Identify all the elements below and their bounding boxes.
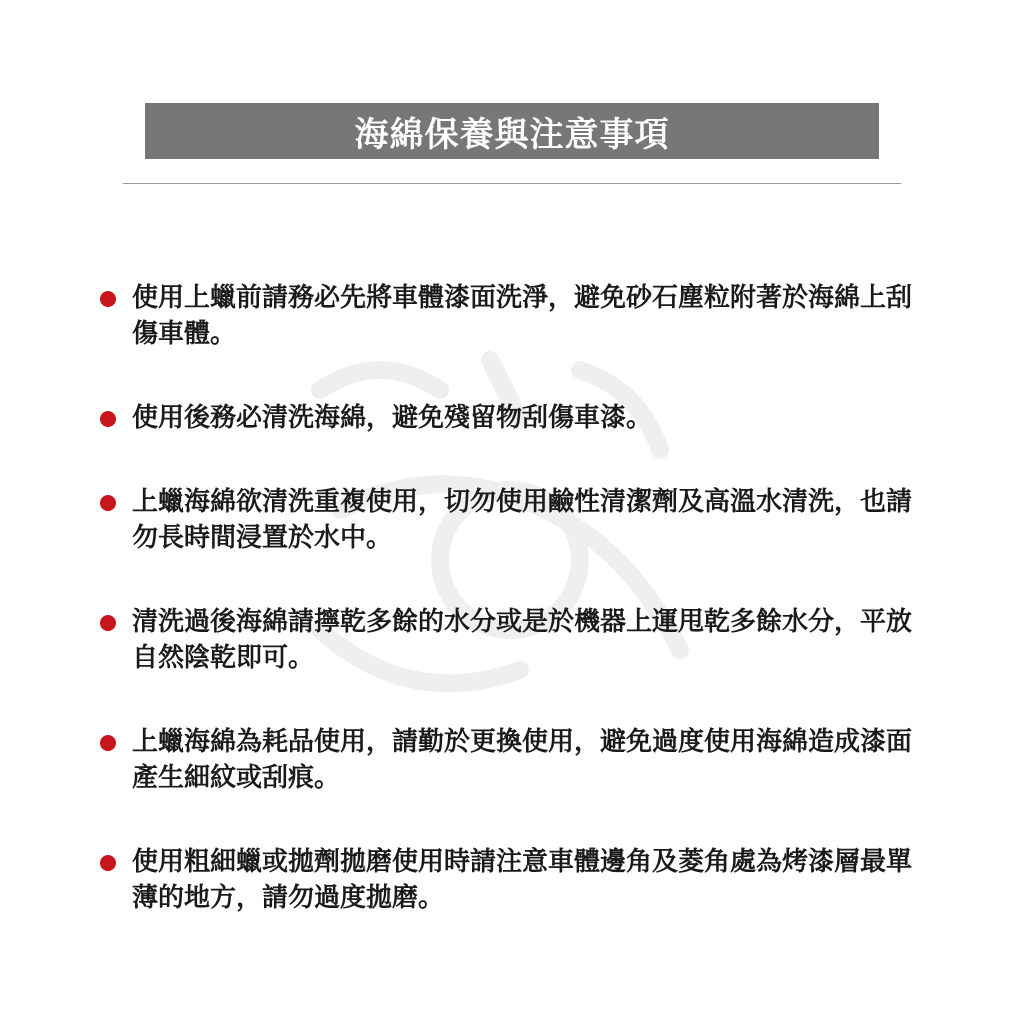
- title-banner: [145, 103, 879, 159]
- list-item: [98, 484, 932, 556]
- bullet-dot-icon: [100, 291, 116, 307]
- list-item: [98, 724, 932, 796]
- bullet-dot-icon: [100, 495, 116, 511]
- list-item: [98, 844, 932, 916]
- page-title: 海綿保養與注意事項: [354, 114, 670, 155]
- note-text: 使用上蠟前請務必先將車體漆面洗淨，避免砂石塵粒附著於海綿上刮傷車體。: [132, 283, 913, 349]
- note-text: 使用後務必清洗海綿，避免殘留物刮傷車漆。: [132, 403, 653, 433]
- notes-list: [98, 280, 938, 964]
- bullet-dot-icon: [100, 615, 116, 631]
- list-item: [98, 400, 932, 436]
- list-item: [98, 280, 932, 352]
- bullet-dot-icon: [100, 735, 116, 751]
- list-item: [98, 604, 932, 676]
- note-text: 上蠟海綿為耗品使用，請勤於更換使用，避免過度使用海綿造成漆面產生細紋或刮痕。: [132, 727, 913, 793]
- note-text: 上蠟海綿欲清洗重複使用，切勿使用鹼性清潔劑及高溫水清洗，也請勿長時間浸置於水中。: [132, 487, 913, 553]
- bullet-dot-icon: [100, 855, 116, 871]
- bullet-dot-icon: [100, 411, 116, 427]
- note-text: 清洗過後海綿請擰乾多餘的水分或是於機器上運甩乾多餘水分，平放自然陰乾即可。: [132, 607, 913, 673]
- title-divider: [123, 183, 901, 184]
- note-text: 使用粗細蠟或拋劑拋磨使用時請注意車體邊角及菱角處為烤漆層最單薄的地方，請勿過度拋磨。: [132, 847, 913, 913]
